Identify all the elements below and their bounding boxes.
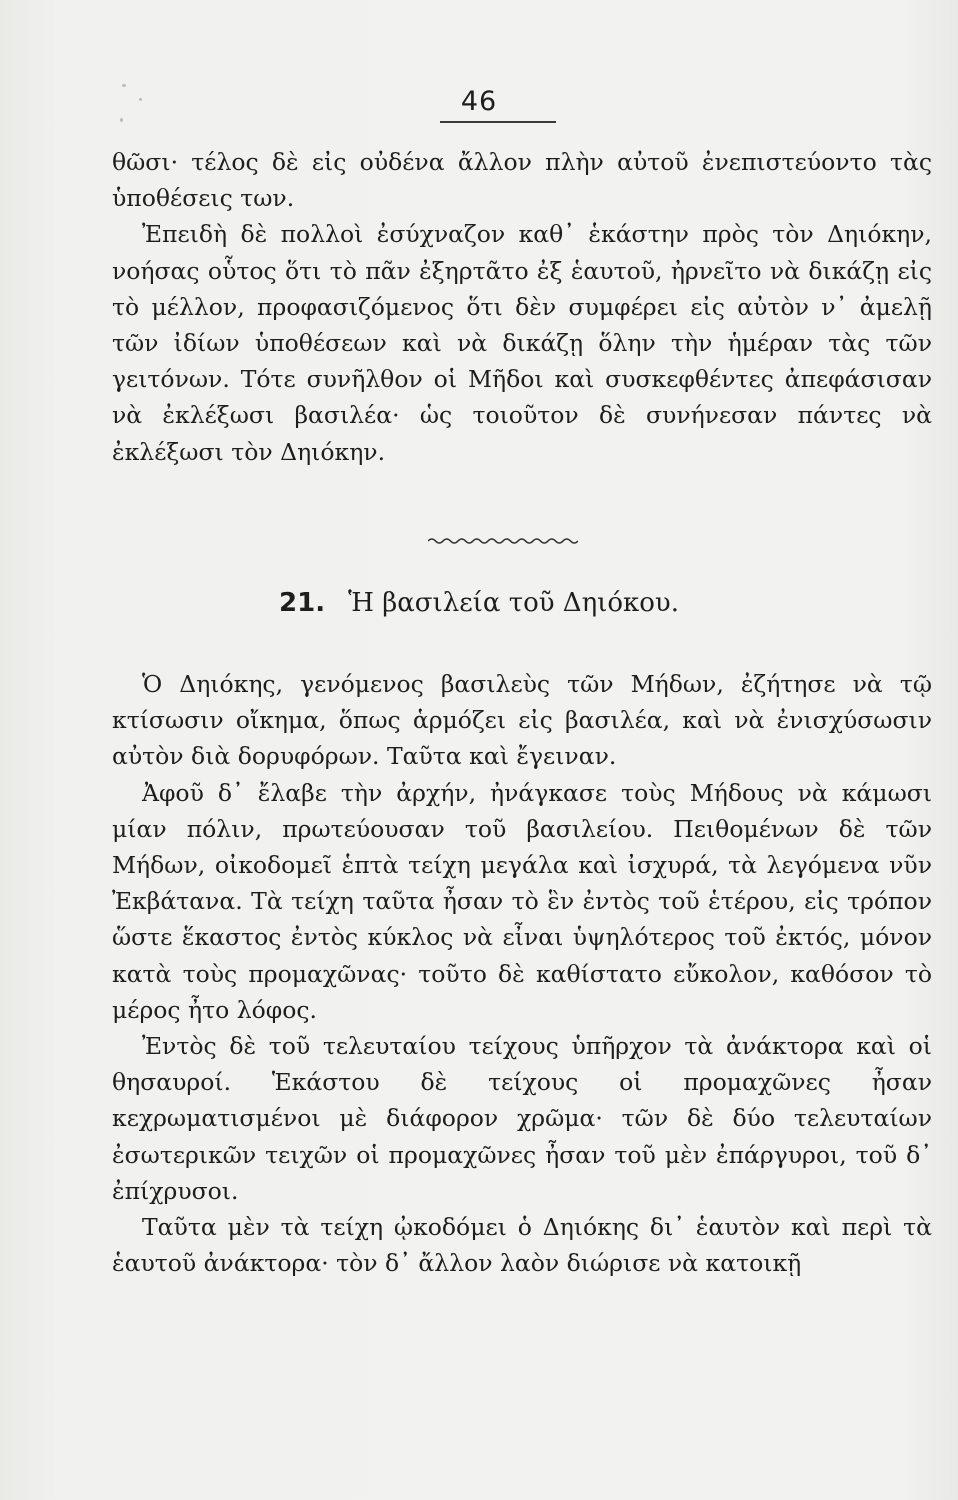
paragraph: Ταῦτα μὲν τὰ τείχη ᾠκοδόμει ὁ Δηιόκης δι᾽ ἑαυτὸν καὶ περὶ τὰ ἑαυτοῦ ἀνάκτορα· τὸν δ᾽ ἄλλον λαὸν διώρισε νὰ κατοικῇ <box>112 1213 932 1278</box>
paragraph: Ὁ Δηιόκης, γενόμενος βασιλεὺς τῶν Μήδων, ἐζήτησε νὰ τῷ κτίσωσιν οἴκημα, ὅπως ἁρμόζει εἰς βασιλέα, καὶ νὰ ἐνισχύσωσιν αὐτὸν διὰ δορυφόρων. Ταῦτα καὶ ἔγειναν. <box>112 670 932 771</box>
continued-text <box>112 144 932 470</box>
section-number: 21. <box>279 588 326 618</box>
wavy-divider <box>428 536 578 546</box>
section-title: Ἡ βασιλεία τοῦ Δηιόκου. <box>348 588 679 618</box>
section-heading <box>0 588 958 618</box>
section-text <box>112 666 932 1281</box>
page-number: 46 <box>460 86 498 117</box>
paragraph: Ἐπειδὴ δὲ πολλοὶ ἐσύχναζον καθ᾽ ἑκάστην πρὸς τὸν Δηιόκην, νοήσας οὗτος ὅτι τὸ πᾶν ἐξηρτᾶτο ἐξ ἑαυτοῦ, ἠρνεῖτο νὰ δικάζῃ εἰς τὸ μέλλον, προφασιζόμενος ὅτι δὲν συμφέρει εἰς αὐτὸν ν᾽ ἀμελῇ τῶν ἰδίων ὑποθέσεων καὶ νὰ δικάζῃ ὅλην τὴν ἡμέραν τὰς τῶν γειτόνων. Τότε συνῆλθον οἱ Μῆδοι καὶ συσκεφθέντες ἀπεφάσισαν νὰ ἐκλέξωσι βασιλέα· ὡς τοιοῦτον δὲ συνήνεσαν πάντες νὰ ἐκλέξωσι τὸν Δηιόκην. <box>112 220 932 466</box>
paragraph: θῶσι· τέλος δὲ εἰς οὐδένα ἄλλον πλὴν αὐτοῦ ἐνεπιστεύοντο τὰς ὑποθέσεις των. <box>112 148 932 213</box>
paper-speck <box>120 118 123 122</box>
paragraph: Ἐντὸς δὲ τοῦ τελευταίου τείχους ὑπῆρχον τὰ ἀνάκτορα καὶ οἱ θησαυροί. Ἑκάστου δὲ τείχους οἱ προμαχῶνες ἦσαν κεχρωματισμένοι μὲ διάφορον χρῶμα· τῶν δὲ δύο τελευταίων ἐσωτερικῶν τειχῶν οἱ προμαχῶνες ἦσαν τοῦ μὲν ἐπάργυροι, τοῦ δ᾽ ἐπίχρυσοι. <box>112 1032 932 1205</box>
paragraph: Ἀφοῦ δ᾽ ἔλαβε τὴν ἀρχήν, ἠνάγκασε τοὺς Μήδους νὰ κάμωσι μίαν πόλιν, πρωτεύουσαν τοῦ βασιλείου. Πειθομένων δὲ τῶν Μήδων, οἰκοδομεῖ ἑπτὰ τείχη μεγάλα καὶ ἰσχυρά, τὰ λεγόμενα νῦν Ἐκβάτανα. Τὰ τείχη ταῦτα ἦσαν τὸ ἓν ἐντὸς τοῦ ἑτέρου, εἰς τρόπον ὥστε ἕκαστος ἐντὸς κύκλος νὰ εἶναι ὑψηλότερος τοῦ ἐκτός, μόνον κατὰ τοὺς προμαχῶνας· τοῦτο δὲ καθίστατο εὔκολον, καθόσον τὸ μέρος ἦτο λόφος. <box>112 778 932 1024</box>
page-number-underline <box>440 121 556 126</box>
